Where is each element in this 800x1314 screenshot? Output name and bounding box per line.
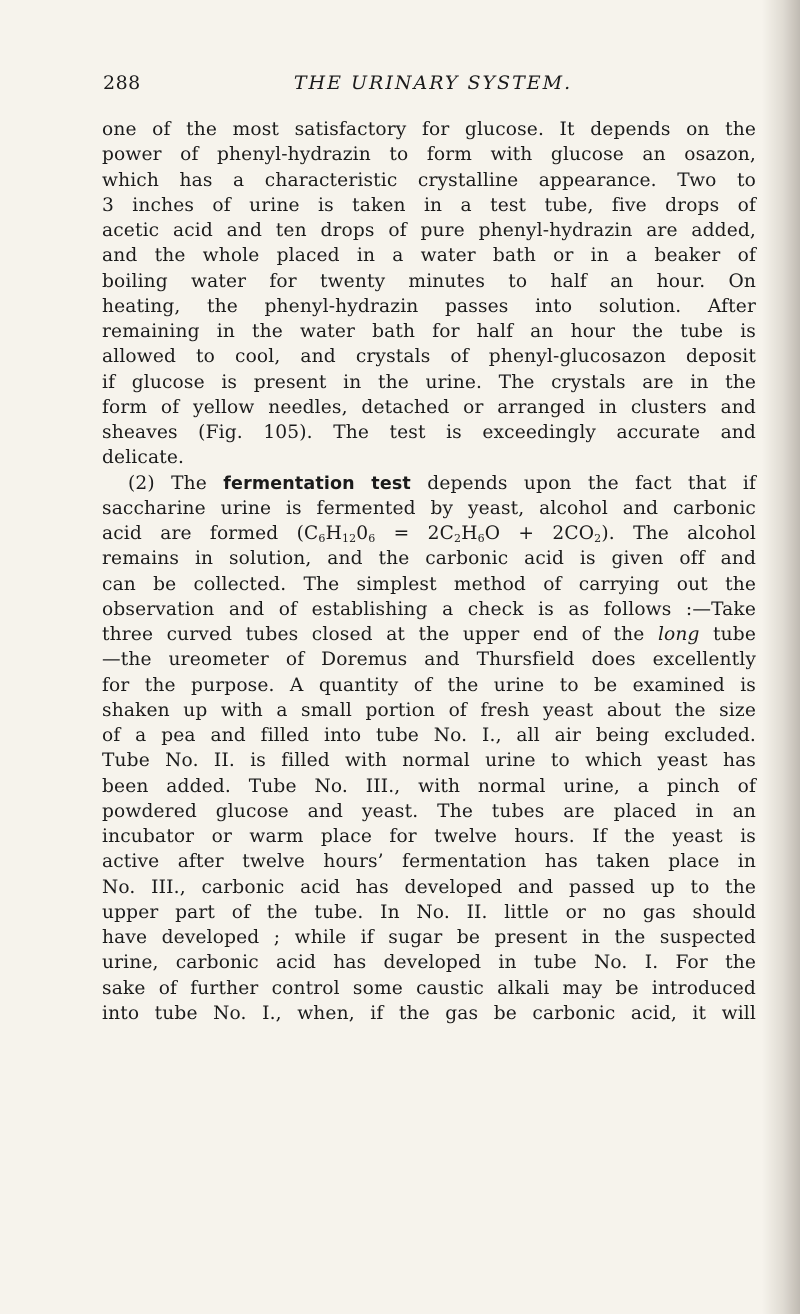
- page-number: 288: [103, 72, 141, 94]
- text-line: can be collected. The simplest method of carrying out the: [102, 573, 756, 595]
- text-line: delicate.: [102, 447, 185, 469]
- text-run: O + 2CO: [484, 523, 595, 544]
- text-run: = 2C: [375, 523, 455, 544]
- text-run: three curved tubes closed at the upper end of the: [102, 624, 658, 645]
- text-run: H: [461, 523, 478, 544]
- text-line: if glucose is present in the urine. The crystals are in the: [102, 371, 756, 393]
- running-head: THE URINARY SYSTEM.: [293, 72, 573, 94]
- text-line: for the purpose. A quantity of the urine to be examined is: [102, 674, 756, 696]
- text-line: one of the most satisfactory for glucose. It depends on the: [102, 119, 756, 140]
- text-line: active after twelve hours’ fermentation has taken place in: [102, 851, 756, 873]
- text-run: H: [325, 523, 342, 544]
- text-line: boiling water for twenty minutes to half an hour. On: [102, 270, 756, 292]
- text-line: form of yellow needles, detached or arranged in clusters and: [102, 396, 756, 418]
- text-line: acetic acid and ten drops of pure phenyl-hydrazin are added,: [102, 220, 756, 241]
- body-text: [102, 117, 756, 1026]
- subscript: 2: [594, 532, 602, 545]
- subscript: 6: [368, 532, 376, 545]
- text-line: remains in solution, and the carbonic acid is given off and: [102, 548, 756, 570]
- text-line: remaining in the water bath for half an hour the tube is: [102, 321, 756, 342]
- text-run: 0: [356, 523, 369, 544]
- text-line: saccharine urine is fermented by yeast, alcohol and carbonic: [102, 497, 756, 519]
- text-run: acid are formed (C: [102, 523, 319, 544]
- text-line: 3 inches of urine is taken in a test tube, five drops of: [102, 194, 756, 216]
- text-line-formula: [102, 521, 756, 546]
- text-line: upper part of the tube. In No. II. little or no gas should: [102, 901, 756, 923]
- text-line: Tube No. II. is filled with normal urine to which yeast has: [102, 750, 756, 772]
- text-line: have developed ; while if sugar be present in the suspected: [102, 927, 756, 948]
- text-line: incubator or warm place for twelve hours. If the yeast is: [102, 826, 756, 847]
- text-line: No. III., carbonic acid has developed and passed up to the: [102, 876, 756, 898]
- text-line: of a pea and filled into tube No. I., all air being excluded.: [102, 725, 756, 746]
- text-line: sake of further control some caustic alkali may be introduced: [102, 977, 756, 999]
- text-run: (2) The: [128, 472, 224, 494]
- page-edge-shadow: [762, 0, 800, 1314]
- text-line: —the ureometer of Doremus and Thursfield does excellently: [102, 649, 756, 671]
- text-line: observation and of establishing a check is as follows :—Take: [102, 598, 756, 620]
- text-line: [102, 622, 756, 647]
- subscript: 12: [341, 532, 357, 545]
- text-line: into tube No. I., when, if the gas be carbonic acid, it will: [102, 1002, 756, 1024]
- text-run: tube: [699, 624, 757, 645]
- text-run: ). The alcohol: [601, 523, 756, 544]
- page-header: [103, 72, 755, 100]
- subscript: 6: [477, 532, 485, 545]
- text-line: shaken up with a small portion of fresh yeast about the size: [102, 699, 756, 721]
- text-line: power of phenyl-hydrazin to form with glucose an osazon,: [102, 144, 756, 166]
- text-line: been added. Tube No. III., with normal urine, a pinch of: [102, 775, 756, 797]
- subscript: 2: [454, 532, 462, 545]
- subscript: 6: [318, 532, 326, 545]
- text-line: heating, the phenyl-hydrazin passes into solution. After: [102, 295, 756, 317]
- text-line: powdered glucose and yeast. The tubes are placed in an: [102, 800, 756, 822]
- text-line: and the whole placed in a water bath or in a beaker of: [102, 245, 756, 267]
- text-run: depends upon the fact that if: [410, 472, 756, 494]
- text-line: which has a characteristic crystalline appearance. Two to: [102, 169, 756, 191]
- fermentation-test-term: fermentation test: [223, 473, 411, 494]
- text-line: urine, carbonic acid has developed in tube No. I. For the: [102, 952, 756, 974]
- text-line-fermentation-heading: [102, 471, 756, 496]
- text-line: sheaves (Fig. 105). The test is exceedingly accurate and: [102, 422, 756, 443]
- italic-term: long: [657, 624, 700, 645]
- text-line: allowed to cool, and crystals of phenyl-glucosazon deposit: [102, 346, 756, 368]
